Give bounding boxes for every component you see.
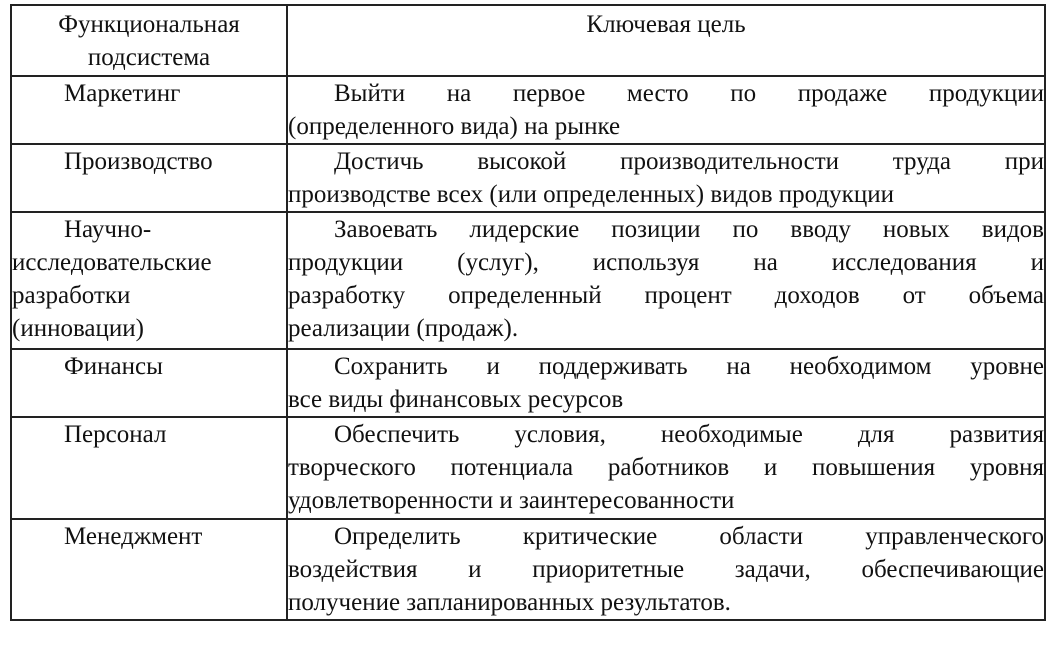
goal-cell: [287, 76, 1045, 144]
functional-subsystems-goals-table: [10, 4, 1046, 621]
goal-line: Завоевать лидерские позиции по вводу новых видов: [334, 216, 1044, 243]
goal-line: Сохранить и поддерживать на необходимом уровне: [334, 353, 1044, 380]
subsystem-cell: [11, 519, 287, 620]
subsystem-cell: [11, 417, 287, 519]
goal-line: Достичь высокой производительности труда при: [334, 148, 1044, 175]
table-header-row: [11, 5, 1045, 76]
table-row-rnd: [11, 212, 1045, 349]
subsystem-cell: [11, 212, 287, 349]
table-row-finance: [11, 349, 1045, 417]
goal-line: воздействия и приоритетные задачи, обеспечивающие: [288, 556, 1044, 583]
subsystem-name: Финансы: [64, 353, 163, 380]
goal-cell: [287, 144, 1045, 212]
goal-cell: [287, 349, 1045, 417]
subsystem-name: Научно-: [64, 216, 152, 243]
goal-line: производстве всех (или определенных) видов продукции: [288, 181, 894, 208]
table-row-marketing: [11, 76, 1045, 144]
subsystem-cell: [11, 144, 287, 212]
goal-cell: [287, 212, 1045, 349]
table-row-management: [11, 519, 1045, 620]
subsystem-name: Производство: [64, 148, 213, 175]
goal-line: Обеспечить условия, необходимые для развития: [334, 421, 1044, 448]
table-row-production: [11, 144, 1045, 212]
goal-line: (определенного вида) на рынке: [288, 113, 621, 140]
goal-cell: [287, 417, 1045, 519]
subsystem-name: Менеджмент: [64, 523, 203, 550]
goal-line: все виды финансовых ресурсов: [288, 386, 624, 413]
header-col1-line: Функциональная: [58, 11, 240, 38]
header-key-goal: Ключевая цель: [287, 5, 1045, 76]
header-functional-subsystem: [11, 5, 287, 76]
goal-line: реализации (продаж).: [288, 315, 519, 342]
subsystem-cell: [11, 349, 287, 417]
goal-line: Определить критические области управленческого: [334, 523, 1044, 550]
subsystem-name: Персонал: [64, 421, 167, 448]
goal-line: разработку определенный процент доходов от объема: [288, 282, 1044, 309]
table-row-personnel: [11, 417, 1045, 519]
subsystem-name: (инновации): [12, 315, 144, 342]
goal-cell: [287, 519, 1045, 620]
goal-line: творческого потенциала работников и повышения уровня: [288, 454, 1044, 481]
goal-line: удовлетворенности и заинтересованности: [288, 487, 735, 514]
subsystem-name: исследовательские: [12, 249, 212, 276]
subsystem-cell: [11, 76, 287, 144]
subsystem-name: разработки: [12, 282, 131, 309]
goal-line: получение запланированных результатов.: [288, 589, 731, 616]
subsystem-name: Маркетинг: [64, 80, 181, 107]
header-col1-line: подсистема: [87, 44, 211, 71]
goal-line: Выйти на первое место по продаже продукции: [334, 80, 1044, 107]
goal-line: продукции (услуг), используя на исследования и: [288, 249, 1044, 276]
